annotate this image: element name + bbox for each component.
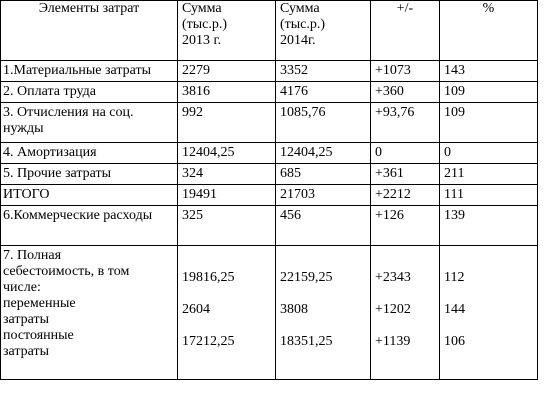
cell-2013: 12404,25 [178, 143, 276, 164]
cell-diff: +93,76 [371, 103, 440, 143]
row-label: 2. Оплата труда [1, 82, 178, 103]
row-label: 4. Амортизация [1, 143, 178, 164]
header-elements: Элементы затрат [1, 1, 178, 61]
table-row [1, 103, 538, 143]
cell-pct: 211 [440, 164, 538, 185]
row-label: 5. Прочие затраты [1, 164, 178, 185]
row-label: ИТОГО [1, 185, 178, 206]
cell-2013: 2279 [178, 61, 276, 82]
cell-diff-variable: +1202 [375, 302, 411, 317]
cell-2013-fixed: 17212,25 [182, 334, 235, 349]
cell-pct-variable: 144 [444, 302, 465, 317]
cell-2014-group [276, 246, 371, 380]
table-row [1, 143, 538, 164]
label-line: затраты [3, 312, 50, 327]
cell-2014: 4176 [276, 82, 371, 103]
cell-2013: 325 [178, 206, 276, 246]
cell-2014: 685 [276, 164, 371, 185]
cell-2013-group [178, 246, 276, 380]
cell-2014-full: 22159,25 [280, 270, 333, 285]
label-line: себестоимость, в том [3, 264, 130, 279]
table-row [1, 61, 538, 82]
cell-2014: 12404,25 [276, 143, 371, 164]
label-line: числе: [3, 280, 41, 295]
label-line: 7. Полная [3, 248, 62, 263]
cell-pct: 139 [440, 206, 538, 246]
cell-diff: +2212 [371, 185, 440, 206]
cell-2013-variable: 2604 [182, 302, 210, 317]
table-row [1, 164, 538, 185]
cell-pct: 109 [440, 103, 538, 143]
header-diff: +/- [371, 1, 440, 61]
cell-diff: +1073 [371, 61, 440, 82]
header-sum-2013: Сумма (тыс.р.) 2013 г. [178, 1, 276, 61]
table-row [1, 82, 538, 103]
label-line: переменные [3, 296, 76, 311]
cell-pct: 0 [440, 143, 538, 164]
cell-2013: 324 [178, 164, 276, 185]
row-label: 3. Отчисления на соц. нужды [1, 103, 178, 143]
cell-2014-variable: 3808 [280, 302, 308, 317]
cell-2013-full: 19816,25 [182, 270, 235, 285]
row-label: 6.Коммерческие расходы [1, 206, 178, 246]
cell-diff-group [371, 246, 440, 380]
cell-2014: 456 [276, 206, 371, 246]
cell-2014: 21703 [276, 185, 371, 206]
cell-2013: 19491 [178, 185, 276, 206]
cell-pct-full: 112 [444, 270, 465, 285]
cell-pct: 111 [440, 185, 538, 206]
cell-pct: 109 [440, 82, 538, 103]
label-line: затраты [3, 344, 50, 359]
cell-2013: 3816 [178, 82, 276, 103]
cell-pct-group [440, 246, 538, 380]
cell-diff-fixed: +1139 [375, 334, 411, 349]
cell-diff: +126 [371, 206, 440, 246]
table-row-total [1, 185, 538, 206]
cell-2014: 3352 [276, 61, 371, 82]
header-percent: % [440, 1, 538, 61]
cell-diff-full: +2343 [375, 270, 411, 285]
row-label-full-cost [1, 246, 178, 380]
cell-pct: 143 [440, 61, 538, 82]
table-row-full-cost [1, 246, 538, 380]
cell-diff: +360 [371, 82, 440, 103]
cell-2014-fixed: 18351,25 [280, 334, 333, 349]
cell-pct-fixed: 106 [444, 334, 465, 349]
table-row [1, 206, 538, 246]
row-label: 1.Материальные затраты [1, 61, 178, 82]
cell-diff: +361 [371, 164, 440, 185]
cell-2013: 992 [178, 103, 276, 143]
table-header-row [1, 1, 538, 61]
cell-2014: 1085,76 [276, 103, 371, 143]
label-line: постоянные [3, 328, 74, 343]
header-sum-2014: Сумма (тыс.р.) 2014г. [276, 1, 371, 61]
cell-diff: 0 [371, 143, 440, 164]
